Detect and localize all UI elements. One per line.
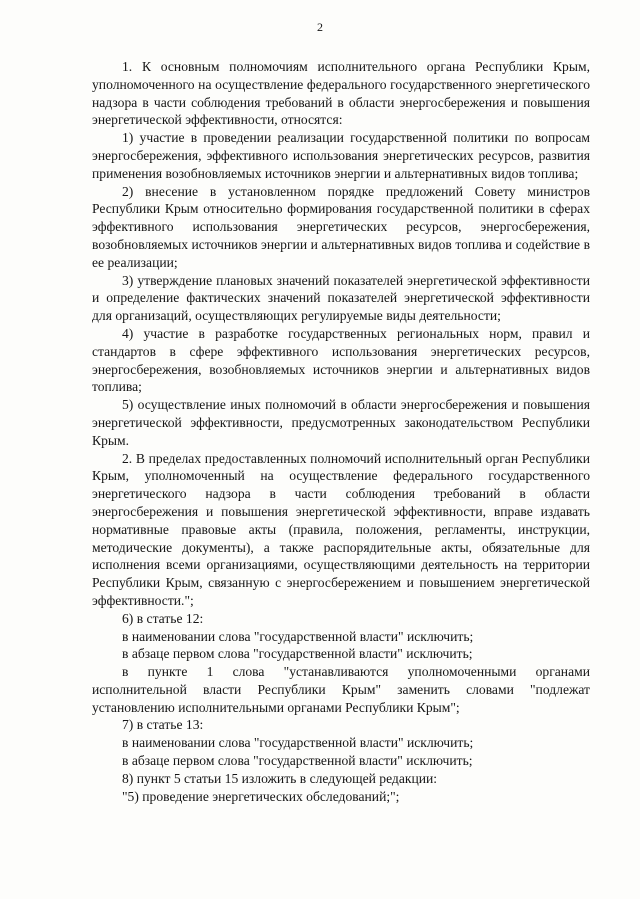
paragraph-item-3: 3) утверждение плановых значений показателей энергетической эффективности и определение фактических значений показателей энергетической эффективности для организаций, осуществляющих регулируемые виды деятельности; [92, 272, 590, 324]
paragraph-article-15-point-5: "5) проведение энергетических обследований;"; [122, 788, 400, 804]
paragraph-article-13: 7) в статье 13: [122, 717, 204, 733]
paragraph-article-12-title: в наименовании слова "государственной власти" исключить; [122, 628, 474, 644]
document-body [92, 58, 590, 805]
paragraph-section-2: 2. В пределах предоставленных полномочий исполнительный орган Республики Крым, уполномоченный на осуществление федерального государственного энергетического надзора в части соблюдения требований в области энергосбережения и повышения энергетической эффективности, вправе издавать нормативные правовые акты (правила, положения, регламенты, инструкции, методические документы), а также распорядительные акты, обязательные для исполнения всеми организациями, осуществляющими деятельность на территории Республики Крым, связанную с энергосбережением и повышением энергетической эффективности."; [92, 450, 590, 608]
paragraph-article-13-first: в абзаце первом слова "государственной власти" исключить; [122, 753, 473, 769]
page-number: 2 [317, 20, 323, 34]
paragraph-item-5: 5) осуществление иных полномочий в области энергосбережения и повышения энергетической эффективности, предусмотренных законодательством Республики Крым. [92, 397, 590, 448]
paragraph-article-12: 6) в статье 12: [122, 610, 204, 626]
paragraph-article-15: 8) пункт 5 статьи 15 изложить в следующей редакции: [122, 770, 438, 786]
paragraph-article-12-first: в абзаце первом слова "государственной власти" исключить; [122, 646, 473, 662]
paragraph-section-1: 1. К основным полномочиям исполнительного органа Республики Крым, уполномоченного на осуществление федерального государственного энергетического надзора в части соблюдения требований в области энергосбережения и повышения энергетической эффективности, относятся: [92, 59, 590, 128]
paragraph-article-12-point-1: в пункте 1 слова "устанавливаются уполномоченными органами исполнительной власти Республики Крым" заменить словами "подлежат установлению исполнительными органами Республики Крым"; [92, 664, 590, 715]
paragraph-item-1: 1) участие в проведении реализации государственной политики по вопросам энергосбережения, эффективного использования энергетических ресурсов, развития применения возобновляемых источников энергии и альтернативных видов топлива; [92, 130, 590, 181]
paragraph-item-2: 2) внесение в установленном порядке предложений Совету министров Республики Крым относительно формирования государственной политики в сферах эффективного использования энергетических ресурсов, энергосбережения, возобновляемых источников энергии и альтернативных видов топлива и содействие в ее реализации; [92, 183, 590, 270]
paragraph-item-4: 4) участие в разработке государственных региональных норм, правил и стандартов в сфере эффективного использования энергетических ресурсов, энергосбережения, возобновляемых источников энергии и альтернативных видов топлива; [92, 325, 590, 395]
paragraph-article-13-title: в наименовании слова "государственной власти" исключить; [122, 735, 474, 751]
